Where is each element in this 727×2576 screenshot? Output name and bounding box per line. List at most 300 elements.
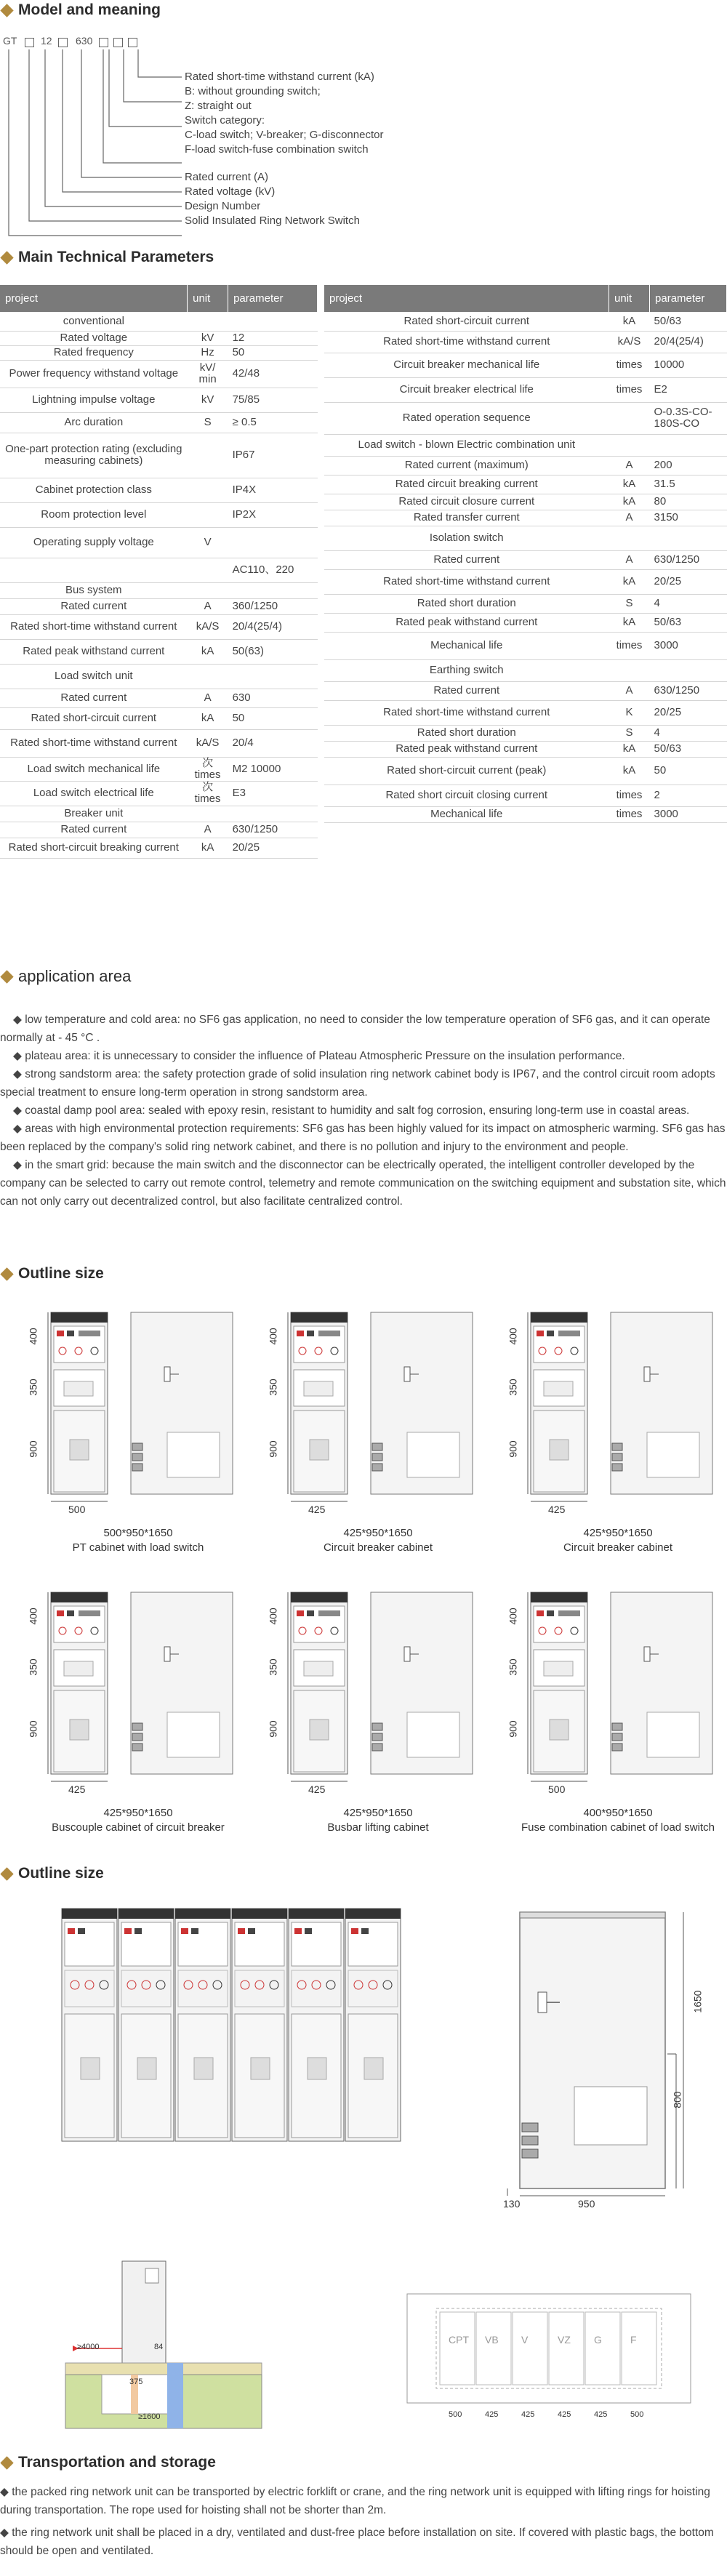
unit-cell: kA [188,707,228,729]
section-outline-title: Outline size [0,1265,104,1283]
parameter-cell [228,312,318,331]
table-row [324,681,727,700]
lineup-cabinet [62,1909,117,2141]
table-row [324,353,727,377]
unit-cell: A [609,550,650,569]
cabinet-name-caption: Circuit breaker cabinet [323,1541,433,1554]
section-application-title: application area [0,967,131,986]
cabinet-dim-label: 350 [267,1658,279,1676]
unit-cell: S [609,725,650,741]
meaning-switch-types: C-load switch; V-breaker; G-disconnector [185,129,384,141]
unit-cell: 次 times [188,757,228,781]
pit-dim-c: 375 [129,2378,143,2386]
transport-paragraph: ◆ the packed ring network unit can be transported by electric forklift or crane, and the ring network unit is equipped with lifting rings for hoisting during transportation. The rope used for hoisting shall not be shorter than 2m. [0,2486,710,2516]
project-cell: Rated short-circuit breaking current [0,838,188,858]
unit-cell: kA [609,312,650,331]
parameter-cell: 50 [228,345,318,360]
parameter-cell: 2 [650,785,727,806]
unit-cell [609,526,650,550]
table-row [324,526,727,550]
parameter-cell [228,582,318,598]
parameter-cell: IP67 [228,433,318,478]
cabinet-drawing [22,1589,240,1807]
parameter-cell: IP2X [228,502,318,527]
model-code-current: 630 [76,35,93,47]
diamond-bullet-icon [0,1867,13,1880]
project-cell: Rated circuit closure current [324,494,609,510]
unit-cell [188,312,228,331]
plan-cell-label: VB [485,2334,499,2346]
unit-cell: A [609,456,650,475]
table-row [0,729,318,757]
project-cell: Rated short-circuit current [324,312,609,331]
section-transport-title: Transportation and storage [0,2454,216,2471]
pit-dim-b: ≥1600 [138,2412,161,2421]
unit-cell: kV [188,331,228,345]
table-row [324,494,727,510]
unit-cell: K [609,700,650,725]
cabinet-dim-label: 900 [27,1720,39,1738]
cabinet-size-caption: 425*950*1650 [103,1807,173,1819]
cabinet-name-caption: Fuse combination cabinet of load switch [521,1821,715,1834]
table-row [0,838,318,858]
plan-cell-label: CPT [449,2334,469,2346]
plan-width-label: 425 [521,2410,535,2419]
cabinet-width-label: 425 [308,1783,326,1795]
cabinet-dim-label: 350 [507,1658,519,1676]
project-cell: Rated voltage [0,331,188,345]
cabinet-name-caption: Busbar lifting cabinet [327,1821,429,1834]
parameter-cell [650,526,727,550]
plan-width-label: 500 [449,2410,462,2419]
diamond-bullet-icon [0,1267,13,1280]
cabinet-size-caption: 425*950*1650 [583,1527,653,1539]
parameter-cell: 20/4(25/4) [228,614,318,639]
cabinet-width-label: 425 [68,1783,86,1795]
cabinet-dim-label: 350 [27,1658,39,1676]
parameter-cell: 20/25 [650,569,727,594]
cabinet-lineup-drawing [58,1905,407,2145]
parameter-cell: 50 [650,757,727,785]
table-row [324,475,727,494]
table-row [0,582,318,598]
transport-text [0,2483,727,2560]
table-row [0,781,318,806]
unit-cell: A [188,822,228,838]
model-diagram [0,35,509,246]
parameter-cell: 20/4(25/4) [650,331,727,353]
cabinet-dim-label: 900 [507,1440,519,1458]
table-row [0,822,318,838]
table-row [324,510,727,526]
parameter-cell: 3150 [650,510,727,526]
table-row [324,550,727,569]
project-cell: Rated circuit breaking current [324,475,609,494]
project-cell: Operating supply voltage [0,527,188,558]
project-cell: Rated peak withstand current [324,613,609,632]
table-row [0,412,318,433]
unit-cell: kA [609,475,650,494]
table-row [324,434,727,456]
plan-width-label: 425 [485,2410,499,2419]
meaning-rated-current: Rated current (A) [185,171,269,183]
unit-cell: times [609,353,650,377]
model-code-voltage: 12 [41,35,52,47]
cabinet-width-label: 425 [548,1504,566,1515]
unit-cell [609,659,650,681]
unit-cell: kA/S [188,729,228,757]
dim-height: 1650 [691,1990,704,2013]
cabinet-size-caption: 400*950*1650 [583,1807,653,1819]
project-cell: Rated peak withstand current [0,639,188,664]
unit-cell: kA [188,639,228,664]
pit-dim-d: 84 [154,2343,164,2351]
table-row [324,402,727,434]
project-cell: Rated short-circuit current (peak) [324,757,609,785]
unit-cell: kV [188,388,228,412]
table-row [0,689,318,707]
header-project: project [324,285,609,312]
parameter-cell: 20/4 [228,729,318,757]
meaning-grounding: B: without grounding switch; [185,85,321,97]
transport-paragraph: ◆ the ring network unit shall be placed in a dry, ventilated and dust-free place before installation on site. If covered with plastic bags, the bottom should be open and ventilated. [0,2527,714,2557]
table-row [324,594,727,613]
application-paragraph: ◆ coastal damp pool area: sealed with epoxy resin, resistant to humidity and salt fog corrosion, ensuring long-term use in coastal areas. [13,1104,690,1117]
application-paragraph: ◆ strong sandstorm area: the safety protection grade of solid insulation ring network cabinet body is IP67, and the control circuit room adopts special treatment to ensure long-term operation in strong sandstorm area. [0,1068,715,1099]
lineup-cabinet [119,1909,174,2141]
parameter-cell: 4 [650,725,727,741]
project-cell: Rated operation sequence [324,402,609,434]
parameter-cell: 360/1250 [228,598,318,614]
project-cell: Rated current [0,598,188,614]
table-header-row [324,285,727,312]
unit-cell [188,582,228,598]
table-row [0,360,318,388]
diamond-bullet-icon [0,251,13,264]
unit-cell: S [188,412,228,433]
parameter-cell: 20/25 [650,700,727,725]
parameter-cell: 42/48 [228,360,318,388]
project-cell: Bus system [0,582,188,598]
project-cell: Breaker unit [0,806,188,822]
unit-cell [609,402,650,434]
unit-cell: kA/S [609,331,650,353]
diamond-bullet-icon [0,2456,13,2469]
meaning-straight-out: Z: straight out [185,100,252,112]
application-paragraph: ◆ plateau area: it is unnecessary to consider the influence of Plateau Atmospheric Pressure on the insulation performance. [13,1050,625,1062]
parameter-cell: 630/1250 [650,550,727,569]
project-cell: Earthing switch [324,659,609,681]
table-row [0,614,318,639]
section-model-title: Model and meaning [0,1,161,19]
unit-cell [188,664,228,689]
unit-cell: A [188,689,228,707]
plan-cell-label: F [630,2334,637,2346]
meaning-ring-switch: Solid Insulated Ring Network Switch [185,214,360,227]
project-cell: Rated short-circuit current [0,707,188,729]
table-row [324,613,727,632]
parameter-cell: 20/25 [228,838,318,858]
table-row [0,345,318,360]
application-paragraph: ◆ in the smart grid: because the main switch and the disconnector can be electrically operated, the intelligent controller developed by the company can be selected to carry out remote control, telemetry and remote communication on the switching equipment and substation site, which can not only carry out decentralized control, but also facilitate centralized control. [0,1159,726,1208]
parameter-cell: 50 [228,707,318,729]
parameter-cell: 200 [650,456,727,475]
project-cell: Rated current [0,689,188,707]
parameter-cell: 3000 [650,806,727,822]
cabinet-dim-label: 350 [507,1379,519,1396]
pit-dim-a: ≥4000 [77,2343,100,2351]
project-cell: Load switch electrical life [0,781,188,806]
parameter-cell: O-0.3S-CO-180S-CO [650,402,727,434]
project-cell: Power frequency withstand voltage [0,360,188,388]
unit-cell: A [188,598,228,614]
table-row [324,331,727,353]
cabinet-drawing [262,1589,480,1807]
table-row [0,388,318,412]
parameter-cell [228,527,318,558]
unit-cell: kA [609,494,650,510]
parameter-cell: M2 10000 [228,757,318,781]
side-elevation-drawing [502,1905,720,2210]
unit-cell: kV/ min [188,360,228,388]
project-cell: Rated transfer current [324,510,609,526]
cabinet-dim-label: 900 [27,1440,39,1458]
parameter-cell: 4 [650,594,727,613]
project-cell: Circuit breaker mechanical life [324,353,609,377]
cabinet-drawing [502,1589,720,1807]
tech-table-left [0,285,318,859]
unit-cell: times [609,632,650,659]
meaning-switch-category: Switch category: [185,114,265,127]
table-row [324,757,727,785]
unit-cell [609,434,650,456]
project-cell: Load switch - blown Electric combination unit [324,434,609,456]
header-parameter: parameter [228,285,318,312]
unit-cell: times [609,806,650,822]
table-row [324,700,727,725]
cabinet-drawing [22,1309,240,1527]
project-cell: Rated short-time withstand current [0,729,188,757]
cabinet-drawing [502,1309,720,1527]
parameter-cell: 31.5 [650,475,727,494]
parameter-cell: E3 [228,781,318,806]
section-tech-title: Main Technical Parameters [0,249,214,266]
parameter-cell: 12 [228,331,318,345]
unit-cell: kA/S [188,614,228,639]
project-cell: Rated short circuit closing current [324,785,609,806]
project-cell: Rated current (maximum) [324,456,609,475]
table-row [324,569,727,594]
parameter-cell: 80 [650,494,727,510]
unit-cell: 次 times [188,781,228,806]
cabinet-name-caption: PT cabinet with load switch [72,1541,204,1554]
parameter-cell: E2 [650,377,727,402]
table-row [0,639,318,664]
project-cell: Lightning impulse voltage [0,388,188,412]
parameter-cell [650,659,727,681]
diamond-bullet-icon [0,970,13,983]
parameter-cell [228,664,318,689]
table-row [0,757,318,781]
table-row [0,707,318,729]
unit-cell: kA [188,838,228,858]
project-cell: Rated short duration [324,725,609,741]
plan-view-drawing [403,2290,694,2436]
project-cell: Rated peak withstand current [324,741,609,757]
parameter-cell: ≥ 0.5 [228,412,318,433]
table-row [324,725,727,741]
lineup-cabinet [175,1909,230,2141]
project-cell: Rated short-time withstand current [324,700,609,725]
lineup-cabinet [289,1909,344,2141]
cabinet-dim-label: 350 [27,1379,39,1396]
table-row [0,664,318,689]
project-cell: Load switch mechanical life [0,757,188,781]
project-cell: Rated current [0,822,188,838]
cabinet-name-caption: Circuit breaker cabinet [563,1541,673,1554]
unit-cell [188,433,228,478]
application-paragraph: ◆ areas with high environmental protection requirements: SF6 gas has been highly valued for its impact on atmospheric warming. SF6 gas has been replaced by the company's solid ring network cabinet, and there is no pollution and injury to the environment and people. [0,1123,726,1153]
unit-cell: kA [609,757,650,785]
parameter-cell [650,434,727,456]
application-paragraph: ◆ low temperature and cold area: no SF6 gas application, no need to consider the low temperature operation of SF6 gas, and it can operate normally at - 45 °C . [0,1014,710,1044]
parameter-cell: 630/1250 [650,681,727,700]
cabinet-size-caption: 500*950*1650 [103,1527,173,1539]
project-cell: Isolation switch [324,526,609,550]
cabinet-dim-label: 400 [27,1608,39,1625]
project-cell: Cabinet protection class [0,478,188,502]
table-row [324,377,727,402]
table-row [324,785,727,806]
unit-cell: times [609,377,650,402]
unit-cell: kA [609,613,650,632]
project-cell: Rated current [324,681,609,700]
unit-cell [188,806,228,822]
parameter-cell: 50/63 [650,312,727,331]
meaning-rated-voltage: Rated voltage (kV) [185,185,276,198]
parameter-cell [228,806,318,822]
table-row [324,806,727,822]
table-row [0,806,318,822]
cabinet-width-label: 425 [308,1504,326,1515]
plan-cell-label: G [594,2334,602,2346]
cabinet-name-caption: Buscouple cabinet of circuit breaker [52,1821,225,1834]
table-header-row [0,285,318,312]
project-cell: Rated current [324,550,609,569]
project-cell: Rated short-time withstand current [324,569,609,594]
cabinet-dim-label: 900 [267,1440,279,1458]
meaning-design-number: Design Number [185,200,261,212]
table-row [0,598,318,614]
model-code-gt: GT [3,35,17,47]
lineup-cabinet [345,1909,401,2141]
cabinet-dim-label: 400 [27,1328,39,1345]
project-cell: One-part protection rating (excluding measuring cabinets) [0,433,188,478]
table-row [0,502,318,527]
table-row [324,312,727,331]
dim-height-2: 800 [671,2091,683,2108]
section-outline2-title: Outline size [0,1865,104,1882]
project-cell: Rated short-time withstand current [0,614,188,639]
plan-width-label: 500 [630,2410,644,2419]
project-cell: Circuit breaker electrical life [324,377,609,402]
diamond-bullet-icon [0,4,13,17]
project-cell: Mechanical life [324,632,609,659]
cabinet-width-label: 500 [68,1504,86,1515]
plan-width-label: 425 [558,2410,571,2419]
lineup-cabinet [232,1909,287,2141]
table-row [0,478,318,502]
parameter-cell: 630/1250 [228,822,318,838]
cabinet-width-label: 500 [548,1783,566,1795]
table-row [0,312,318,331]
header-project: project [0,285,188,312]
tech-table-right [324,285,727,823]
table-row [324,632,727,659]
cabinet-dim-label: 400 [267,1608,279,1625]
project-cell: conventional [0,312,188,331]
cabinet-dim-label: 400 [267,1328,279,1345]
cabinet-drawing [262,1309,480,1527]
project-cell: Arc duration [0,412,188,433]
unit-cell [188,478,228,502]
meaning-fuse-combo: F-load switch-fuse combination switch [185,143,369,156]
parameter-cell: AC110、220 [228,558,318,582]
cabinet-dim-label: 900 [507,1720,519,1738]
project-cell [0,558,188,582]
cabinet-size-caption: 425*950*1650 [343,1527,413,1539]
parameter-cell: 75/85 [228,388,318,412]
unit-cell [188,502,228,527]
header-unit: unit [609,285,650,312]
plan-width-label: 425 [594,2410,608,2419]
unit-cell: V [188,527,228,558]
unit-cell: kA [609,569,650,594]
header-parameter: parameter [650,285,727,312]
project-cell: Rated short duration [324,594,609,613]
cabinet-size-caption: 425*950*1650 [343,1807,413,1819]
table-row [0,527,318,558]
project-cell: Rated frequency [0,345,188,360]
plan-cell-label: VZ [558,2334,571,2346]
cabinet-dim-label: 400 [507,1328,519,1345]
parameter-cell: 50/63 [650,613,727,632]
plan-cell-label: V [521,2334,529,2346]
project-cell: Rated short-time withstand current [324,331,609,353]
parameter-cell: 3000 [650,632,727,659]
dim-width: 950 [578,2198,595,2210]
header-unit: unit [188,285,228,312]
project-cell: Mechanical life [324,806,609,822]
unit-cell: A [609,510,650,526]
parameter-cell: 50/63 [650,741,727,757]
cabinet-dim-label: 400 [507,1608,519,1625]
cabinet-dim-label: 350 [267,1379,279,1396]
unit-cell: S [609,594,650,613]
project-cell: Room protection level [0,502,188,527]
parameter-cell: 10000 [650,353,727,377]
table-row [0,331,318,345]
unit-cell: A [609,681,650,700]
parameter-cell: IP4X [228,478,318,502]
dim-base: 130 [503,2198,521,2210]
table-row [324,659,727,681]
table-row [0,558,318,582]
table-row [324,456,727,475]
table-row [0,433,318,478]
unit-cell: kA [609,741,650,757]
unit-cell: times [609,785,650,806]
